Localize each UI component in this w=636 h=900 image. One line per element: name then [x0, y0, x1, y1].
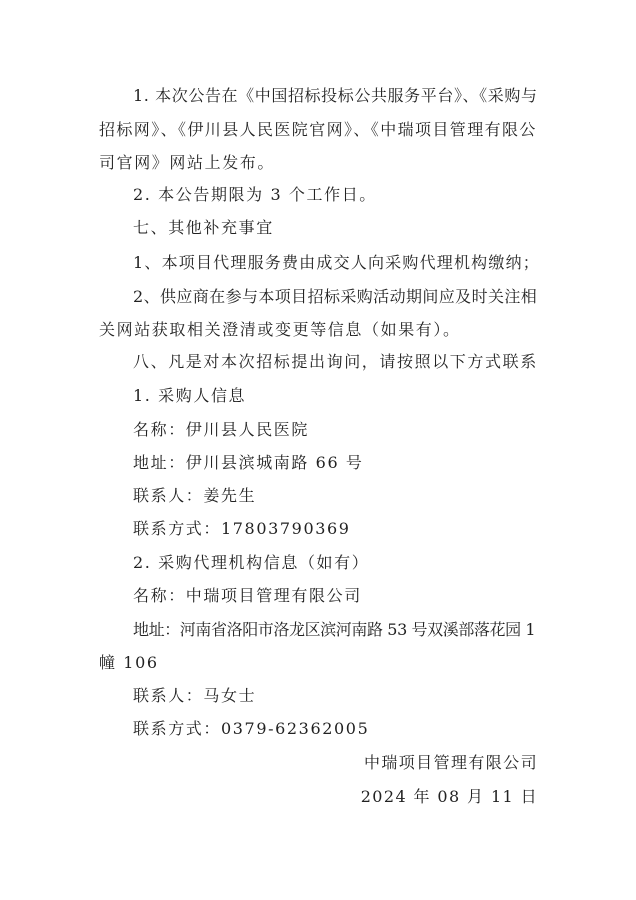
- section-7-item-2a: 2、供应商在参与本项目招标采购活动期间应及时关注相: [133, 287, 538, 306]
- section-7-item-2b: 关网站获取相关澄清或变更等信息（如果有）。: [99, 320, 461, 339]
- purchaser-heading: 1. 采购人信息: [133, 386, 247, 405]
- notice-line-4: 2. 本公告期限为 3 个工作日。: [133, 185, 377, 204]
- agency-contact: 联系人：马女士: [133, 686, 257, 705]
- notice-line-1: 1. 本次公告在《中国招标投标公共服务平台》、《采购与: [133, 86, 538, 105]
- agency-phone: 联系方式：0379-62362005: [133, 719, 370, 738]
- agency-address-a: 地址：河南省洛阳市洛龙区滨河南路 53 号双溪部落花园 1: [133, 620, 536, 639]
- agency-name: 名称：中瑞项目管理有限公司: [133, 586, 362, 605]
- section-8-heading: 八、凡是对本次招标提出询问，请按照以下方式联系: [133, 352, 538, 371]
- notice-line-2: 招标网》、《伊川县人民医院官网》、《中瑞项目管理有限公: [99, 120, 537, 139]
- purchaser-name: 名称：伊川县人民医院: [133, 420, 310, 439]
- section-7-heading: 七、其他补充事宜: [133, 218, 274, 237]
- agency-heading: 2. 采购代理机构信息（如有）: [133, 553, 370, 572]
- notice-line-3: 司官网》网站上发布。: [99, 153, 276, 172]
- purchaser-contact: 联系人：姜先生: [133, 486, 257, 505]
- signature-date: 2024 年 08 月 11 日: [360, 787, 538, 806]
- purchaser-address: 地址：伊川县滨城南路 66 号: [133, 453, 364, 472]
- purchaser-phone: 联系方式：17803790369: [133, 519, 351, 538]
- section-7-item-1: 1、本项目代理服务费由成交人向采购代理机构缴纳；: [133, 253, 540, 272]
- agency-address-b: 幢 106: [99, 653, 159, 672]
- signature-company: 中瑞项目管理有限公司: [363, 753, 538, 772]
